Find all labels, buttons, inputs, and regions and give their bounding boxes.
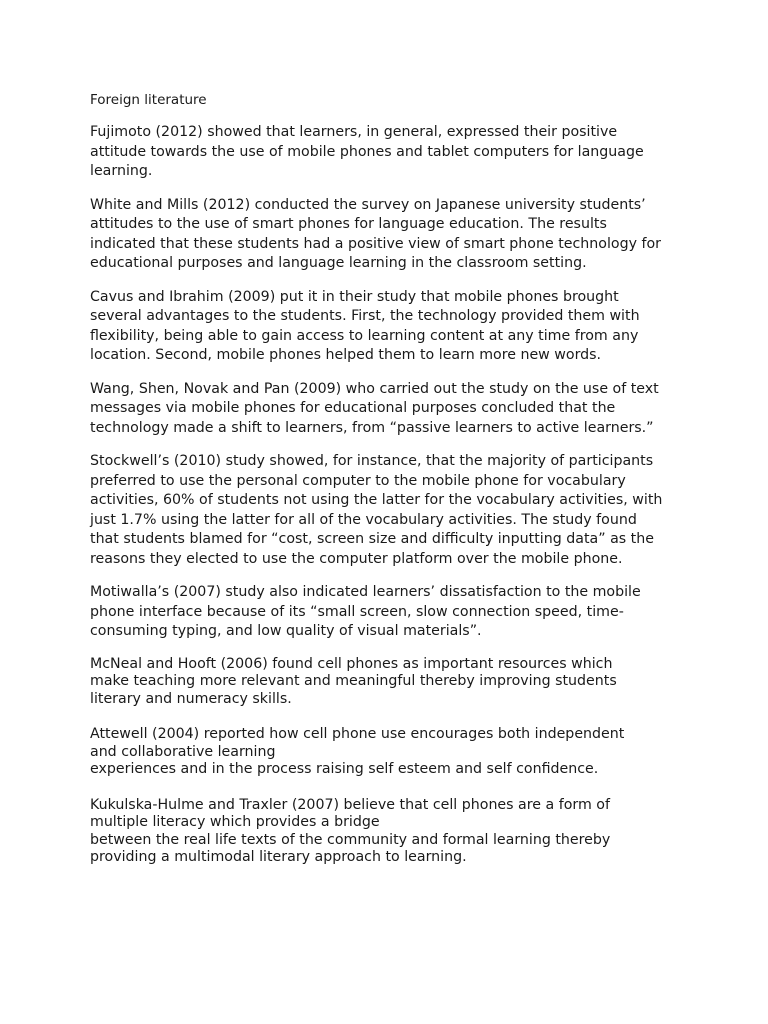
paragraph-line: multiple literacy which provides a bridge (90, 814, 380, 830)
paragraph-line: phone interface because of its “small screen, slow connection speed, time- (90, 603, 624, 620)
paragraph-line: Motiwalla’s (2007) study also indicated learners’ dissatisfaction to the mobile (90, 584, 641, 600)
paragraph-line: experiences and in the process raising self esteem and self confidence. (90, 761, 599, 777)
paragraph (90, 583, 690, 642)
paragraph-list (90, 123, 690, 867)
section-heading: Foreign literature (90, 92, 207, 108)
paragraph-line: attitudes to the use of smart phones for language education. The results (90, 216, 607, 232)
paragraph-line: Fujimoto (2012) showed that learners, in general, expressed their positive (90, 124, 618, 140)
paragraph-line: indicated that these students had a positive view of smart phone technology for (90, 235, 661, 252)
paragraph-line: technology made a shift to learners, from “passive learners to active learners.” (90, 419, 654, 436)
paragraph-line: McNeal and Hooft (2006) found cell phones as important resources which (90, 655, 613, 672)
paragraph-line: and collaborative learning (90, 743, 276, 760)
paragraph-line: consuming typing, and low quality of visual materials”. (90, 623, 482, 639)
document-body (90, 91, 690, 885)
paragraph (90, 452, 690, 569)
paragraph (90, 656, 690, 709)
paragraph-line: that students blamed for “cost, screen size and difficulty inputting data” as the (90, 531, 654, 547)
paragraph-line: providing a multimodal literary approach to learning. (90, 849, 467, 865)
paragraph-line: educational purposes and language learning in the classroom setting. (90, 255, 587, 271)
paragraph-line: attitude towards the use of mobile phones and tablet computers for language (90, 143, 644, 160)
paragraph (90, 123, 690, 182)
paragraph-line: Stockwell’s (2010) study showed, for instance, that the majority of participants (90, 453, 654, 469)
paragraph-line: flexibility, being able to gain access to learning content at any time from any (90, 327, 639, 344)
paragraph (90, 196, 690, 274)
paragraph-line: between the real life texts of the community and formal learning thereby (90, 831, 611, 848)
paragraph-line: Cavus and Ibrahim (2009) put it in their study that mobile phones brought (90, 288, 619, 305)
paragraph-line: several advantages to the students. First, the technology provided them with (90, 308, 640, 324)
paragraph-line: just 1.7% using the latter for all of the vocabulary activities. The study found (90, 511, 637, 528)
paragraph-line: preferred to use the personal computer to the mobile phone for vocabulary (90, 472, 626, 489)
paragraph (90, 797, 690, 867)
paragraph-line: White and Mills (2012) conducted the survey on Japanese university students’ (90, 196, 646, 213)
paragraph-line: make teaching more relevant and meaningful thereby improving students (90, 673, 617, 689)
paragraph (90, 380, 690, 439)
paragraph-line: Attewell (2004) reported how cell phone use encourages both independent (90, 726, 625, 742)
paragraph-line: messages via mobile phones for educational purposes concluded that the (90, 400, 616, 416)
paragraph (90, 288, 690, 366)
paragraph-line: Wang, Shen, Novak and Pan (2009) who carried out the study on the use of text (90, 380, 659, 397)
paragraph-line: reasons they elected to use the computer platform over the mobile phone. (90, 550, 623, 567)
paragraph (90, 726, 690, 779)
paragraph-line: activities, 60% of students not using the latter for the vocabulary activities, with (90, 492, 663, 508)
paragraph-line: literary and numeracy skills. (90, 690, 292, 707)
paragraph-line: learning. (90, 163, 153, 179)
paragraph-line: location. Second, mobile phones helped them to learn more new words. (90, 347, 602, 363)
paragraph-line: Kukulska-Hulme and Traxler (2007) believe that cell phones are a form of (90, 796, 610, 813)
